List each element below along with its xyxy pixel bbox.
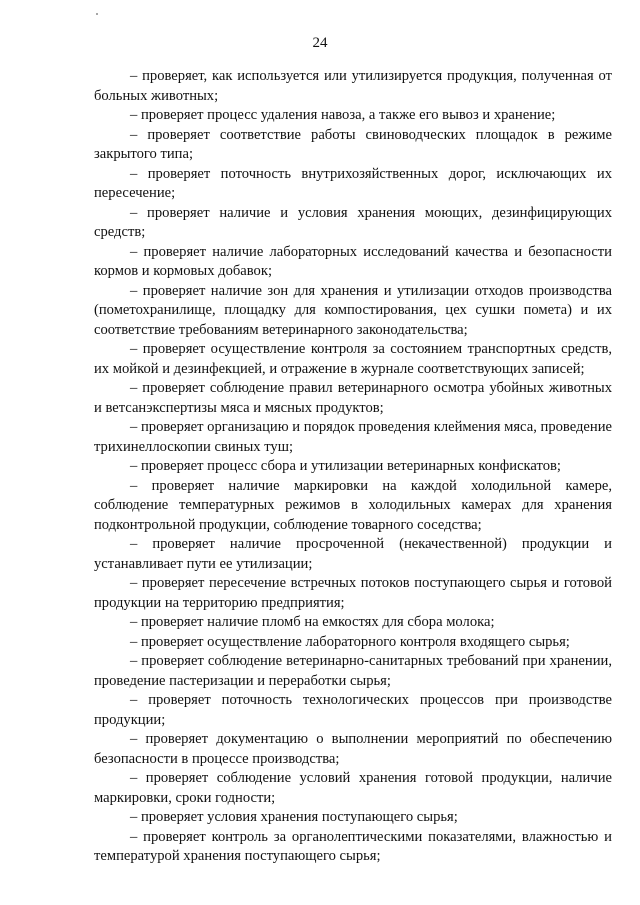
list-item: – проверяет документацию о выполнении мероприятий по обеспечению безопасности в процессе производства; xyxy=(94,731,612,767)
page-number: 24 xyxy=(312,35,328,51)
list-item: – проверяет наличие просроченной (некачественной) продукции и устанавливает пути ее утилизации; xyxy=(94,536,612,572)
list-item: – проверяет наличие маркировки на каждой холодильной камере, соблюдение температурных режимов в холодильных камерах для хранения подконтрольной продукции, соблюдение товарного соседства; xyxy=(94,477,612,533)
scan-speck xyxy=(96,13,98,15)
list-item: – проверяет пересечение встречных потоков поступающего сырья и готовой продукции на территорию предприятия; xyxy=(94,575,612,611)
list-item: – проверяет наличие лабораторных исследований качества и безопасности кормов и кормовых добавок; xyxy=(94,243,612,279)
list-item: – проверяет осуществление лабораторного контроля входящего сырья; xyxy=(130,633,570,650)
list-item: – проверяет наличие зон для хранения и утилизации отходов производства (пометохранилище, площадку для компостирования, цех сушки помета) и их соответствие требованиям ветеринарного законодательства; xyxy=(94,282,612,338)
list-item: – проверяет организацию и порядок проведения клеймения мяса, проведение трихинеллоскопии свиных туш; xyxy=(94,419,612,455)
list-item: – проверяет процесс сбора и утилизации ветеринарных конфискатов; xyxy=(130,458,561,474)
list-item: – проверяет осуществление контроля за состоянием транспортных средств, их мойкой и дезинфекцией, и отражение в журнале соответствующих записей; xyxy=(94,341,612,377)
list-item: – проверяет поточность технологических процессов при производстве продукции; xyxy=(94,692,612,728)
list-item: – проверяет, как используется или утилизируется продукция, полученная от больных животных; xyxy=(94,68,612,104)
list-item: – проверяет условия хранения поступающего сырья; xyxy=(130,809,458,825)
list-item: – проверяет соблюдение правил ветеринарного осмотра убойных животных и ветсанэкспертизы мяса и мясных продуктов; xyxy=(94,380,612,416)
list-item: – проверяет контроль за органолептическими показателями, влажностью и температурой хранения поступающего сырья; xyxy=(94,828,612,864)
list-item: – проверяет поточность внутрихозяйственных дорог, исключающих их пересечение; xyxy=(94,165,612,201)
document-body xyxy=(94,67,612,867)
list-item: – проверяет наличие пломб на емкостях для сбора молока; xyxy=(130,614,495,630)
list-item: – проверяет соблюдение условий хранения готовой продукции, наличие маркировки, сроки годности; xyxy=(94,770,612,806)
list-item: – проверяет наличие и условия хранения моющих, дезинфицирующих средств; xyxy=(94,204,612,240)
list-item: – проверяет процесс удаления навоза, а также его вывоз и хранение; xyxy=(130,107,556,123)
list-item: – проверяет соблюдение ветеринарно-санитарных требований при хранении, проведение пастеризации и переработки сырья; xyxy=(94,653,612,689)
list-item: – проверяет соответствие работы свиноводческих площадок в режиме закрытого типа; xyxy=(94,126,612,162)
